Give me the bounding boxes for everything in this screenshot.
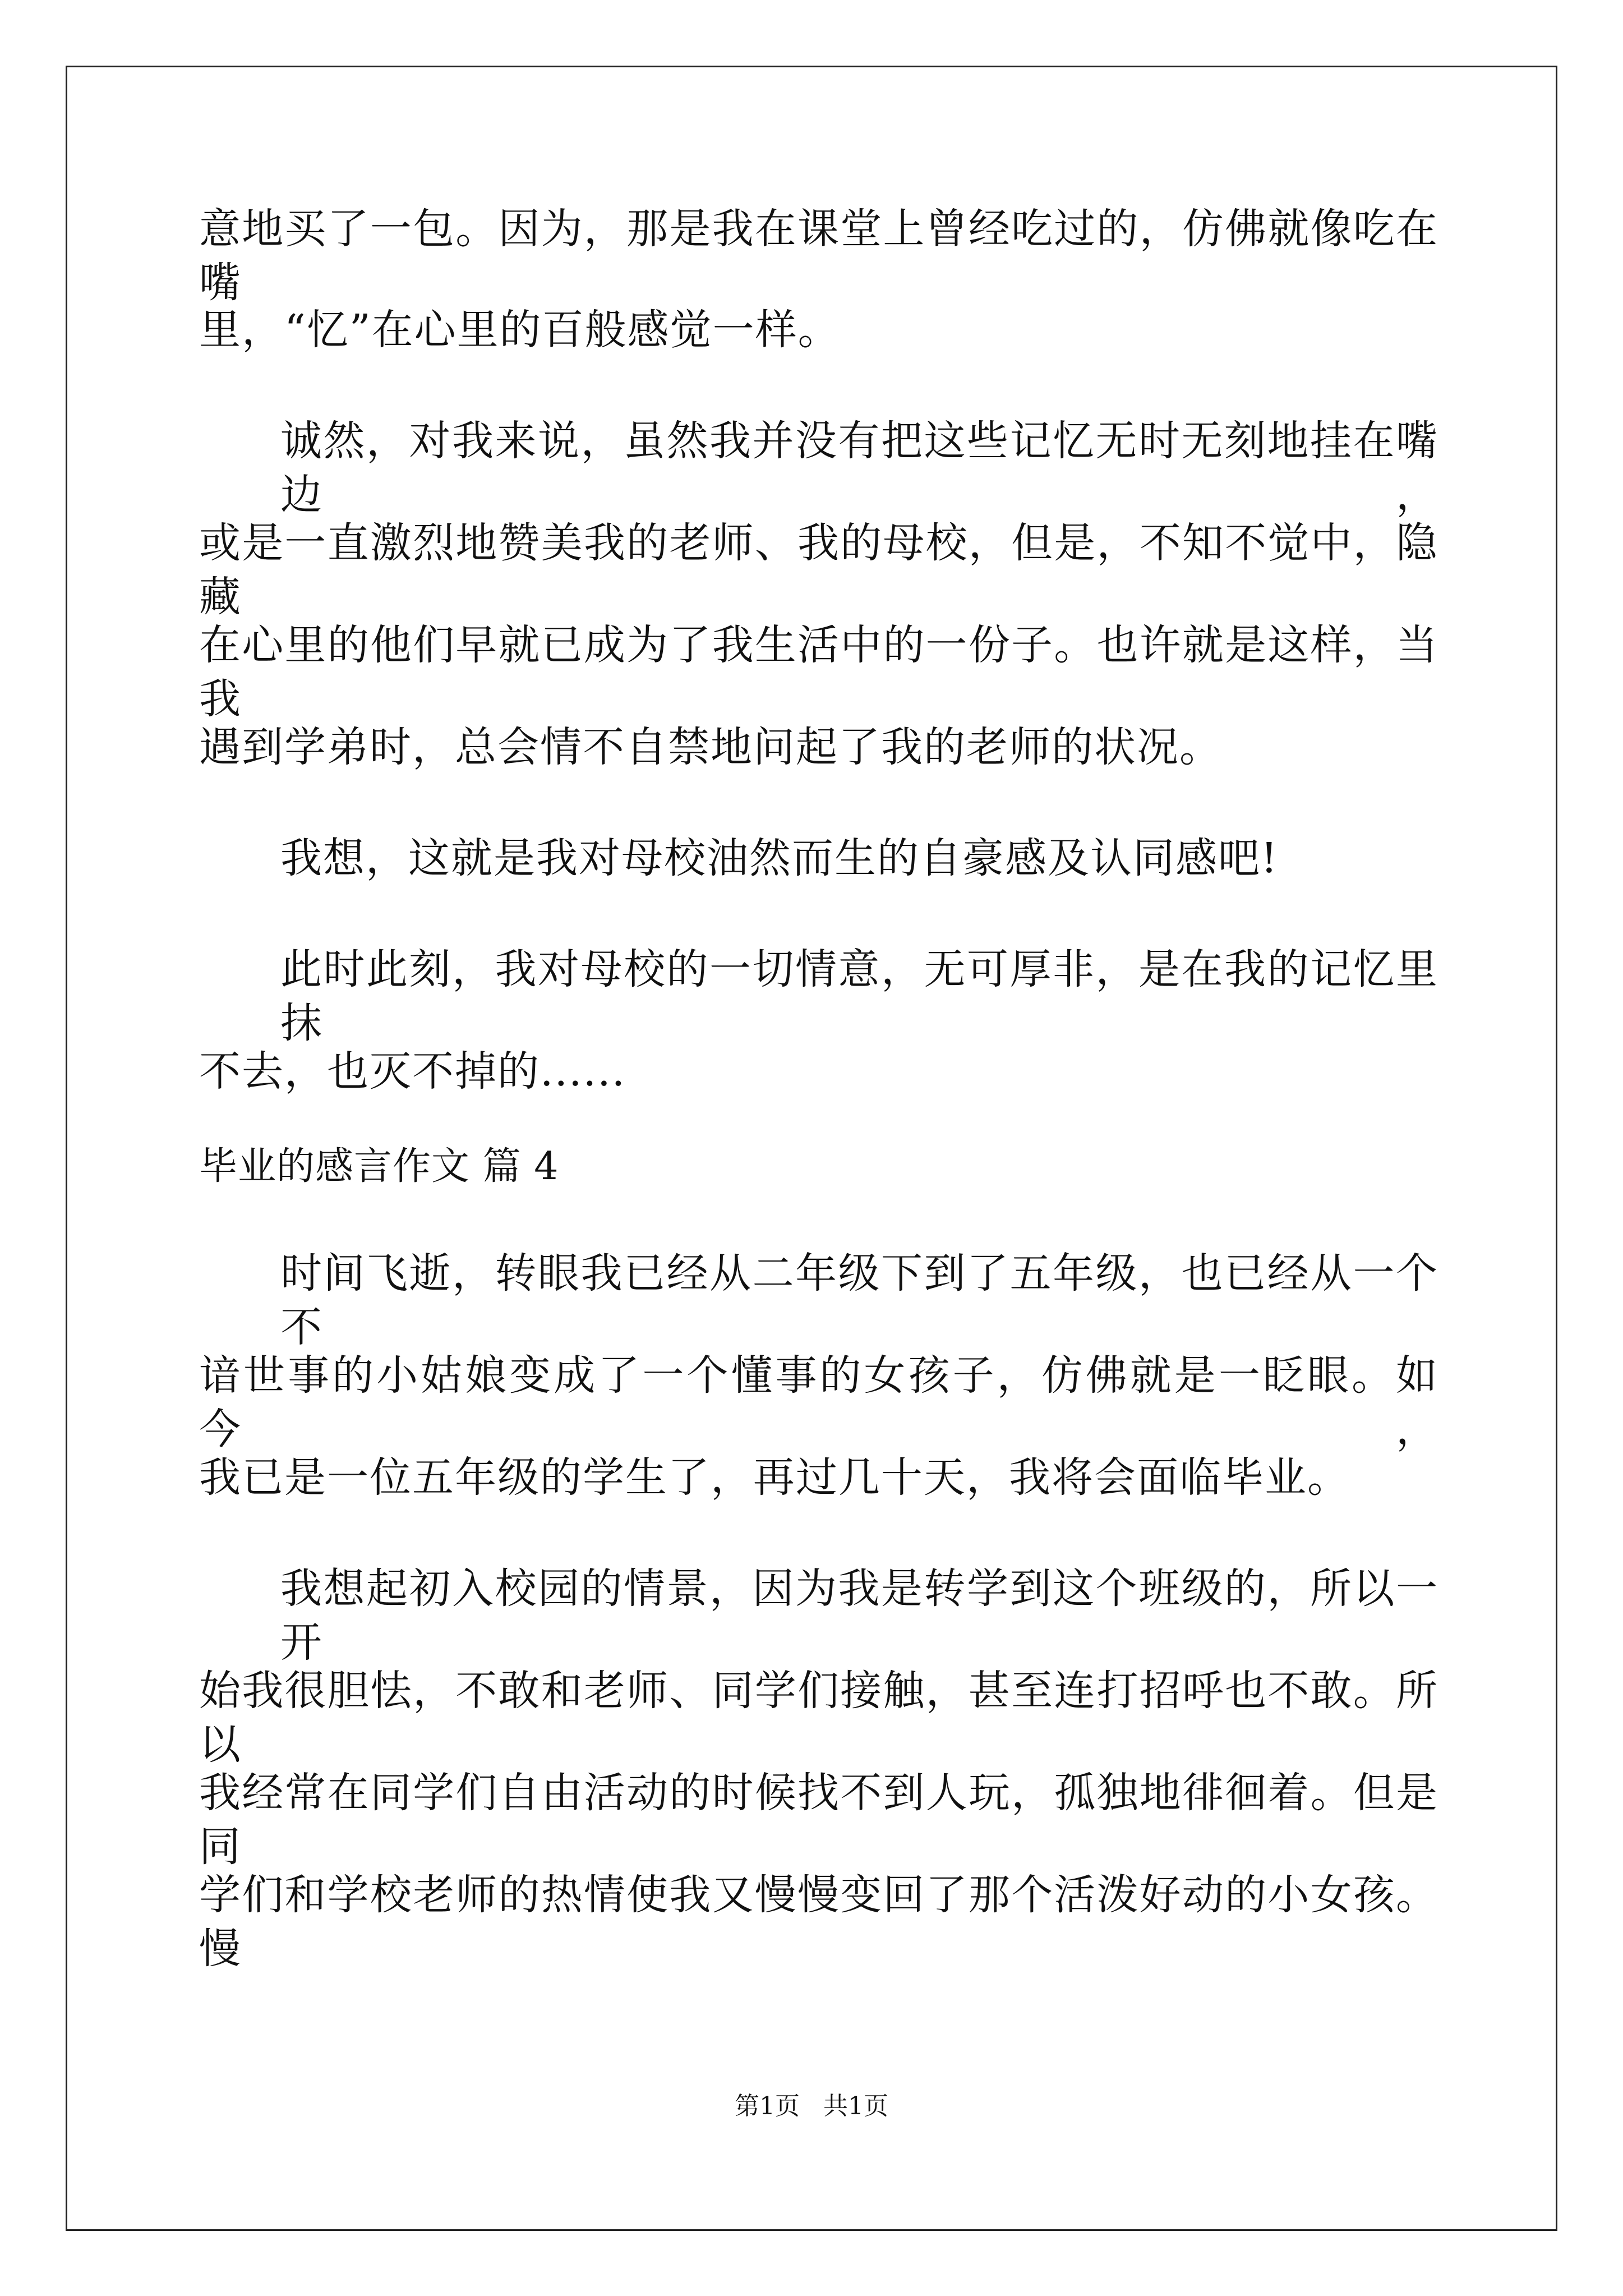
text-line-2: 里，“忆”在心里的百般感觉一样。 <box>199 306 841 354</box>
text-line: 在心里的他们早就已成为了我生活中的一份子。也许就是这样，当我 <box>199 621 1438 723</box>
text-line: 不去，也灭不掉的...... <box>199 1047 626 1096</box>
paragraph-line: 时间飞逝，转眼我已经从二年级下到了五年级，也已经从一个不 <box>280 1249 1438 1351</box>
paragraph-line: 我想，这就是我对母校油然而生的自豪感及认同感吧! <box>280 834 1279 882</box>
text-line: 学们和学校老师的热情使我又慢慢变回了那个活泼好动的小女孩。慢 <box>199 1871 1438 1973</box>
paragraph-line: 此时此刻，我对母校的一切情意，无可厚非，是在我的记忆里抹 <box>280 945 1438 1047</box>
text-line: 我经常在同学们自由活动的时候找不到人玩，孤独地徘徊着。但是同 <box>199 1769 1438 1871</box>
text-line: 或是一直激烈地赞美我的老师、我的母校，但是，不知不觉中，隐藏 <box>199 519 1438 621</box>
page-footer: 第1页 共1页 <box>735 2092 888 2120</box>
section-heading: 毕业的感言作文 篇 4 <box>199 1144 559 1189</box>
text-line: 遇到学弟时，总会情不自禁地问起了我的老师的状况。 <box>199 723 1222 771</box>
text-line: 我已是一位五年级的学生了，再过几十天，我将会面临毕业。 <box>199 1453 1350 1502</box>
paragraph-line: 诚然，对我来说，虽然我并没有把这些记忆无时无刻地挂在嘴边， <box>280 417 1438 519</box>
paragraph-line: 我想起初入校园的情景，因为我是转学到这个班级的，所以一开 <box>280 1565 1438 1667</box>
text-line: 谙世事的小姑娘变成了一个懂事的女孩子，仿佛就是一眨眼。如今， <box>199 1351 1438 1453</box>
text-line-1: 意地买了一包。因为，那是我在课堂上曾经吃过的，仿佛就像吃在嘴 <box>199 205 1438 307</box>
text-line: 始我很胆怯，不敢和老师、同学们接触，甚至连打招呼也不敢。所以 <box>199 1667 1438 1769</box>
